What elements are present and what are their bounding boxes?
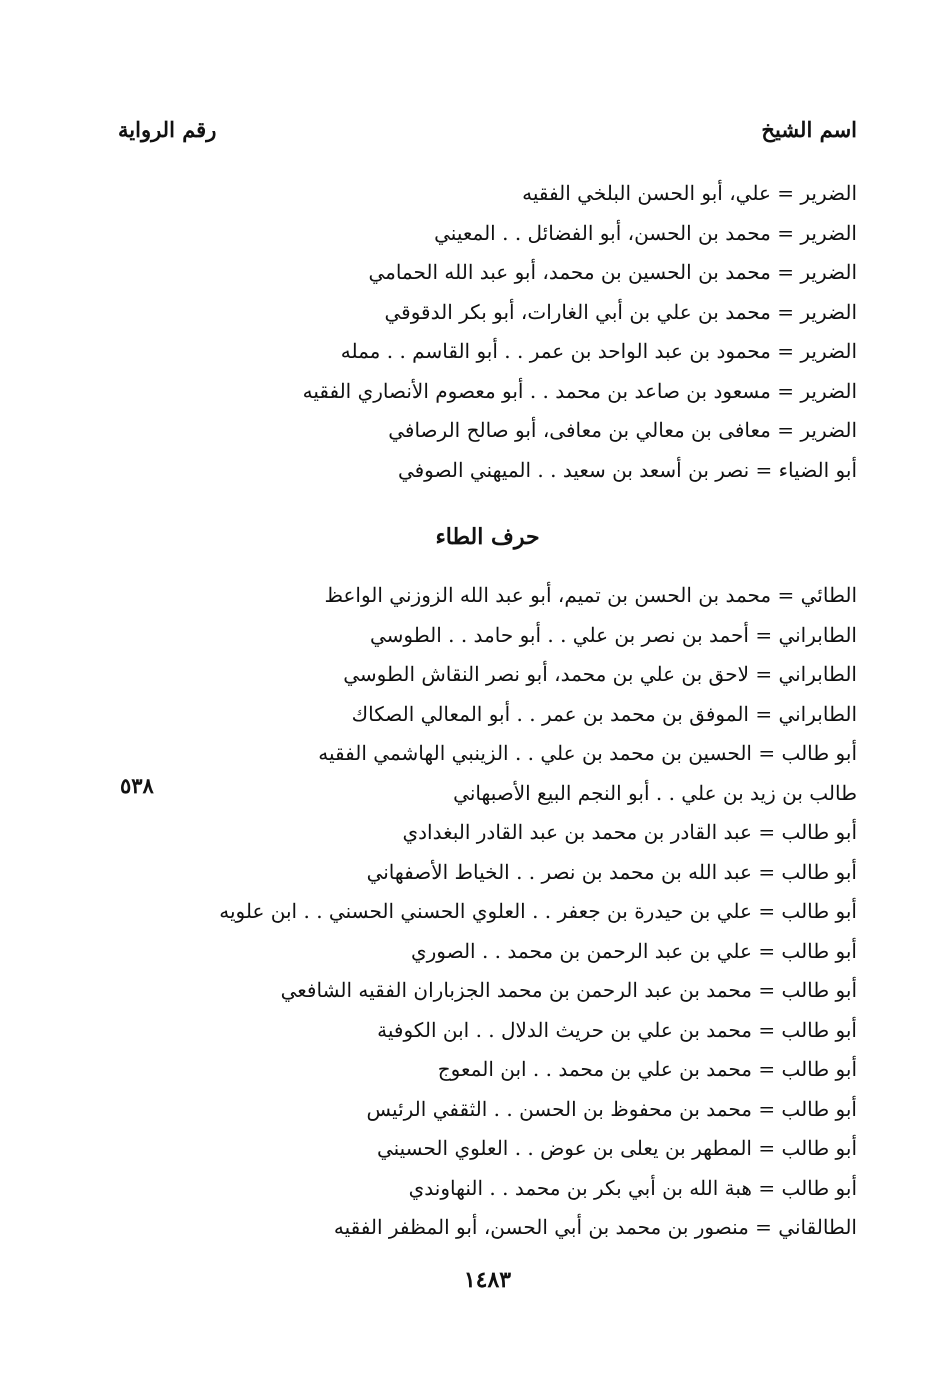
entry-line: أبو طالب = محمد بن محفوظ بن الحسن . . الثقفي الرئيس [366, 1096, 857, 1121]
entries-list-ta [219, 576, 857, 1248]
entry-line: أبو طالب = المطهر بن يعلى بن عوض . . العلوي الحسيني [376, 1136, 857, 1160]
entry-line: طالب بن زيد بن علي . . أبو النجم البيع الأصبهاني [453, 780, 857, 805]
page-number: ١٤٨٣ [463, 1267, 512, 1293]
entry-line: الضرير = محمد بن علي بن أبي الغارات، أبو بكر الدقوقي [384, 299, 857, 324]
entry-line: أبو طالب = علي بن عبد الرحمن بن محمد . . الصوري [410, 938, 857, 963]
entries-list-dad [303, 174, 857, 490]
entry-line: أبو طالب = عبد القادر بن محمد بن عبد القادر البغدادي [402, 820, 857, 844]
entry-line: الضرير = علي، أبو الحسن البلخي الفقيه [522, 181, 857, 205]
entry-line: أبو طالب = محمد بن علي بن حريث الدلال . . ابن الكوفية [377, 1017, 857, 1042]
narration-number: ٥٣٨ [120, 773, 154, 798]
entry-line: الطابراني = الموفق بن محمد بن عمر . . أبو المعالي الصكاك [351, 701, 857, 726]
entry-line: الضرير = محمود بن عبد الواحد بن عمر . . أبو القاسم . . ممله [340, 339, 857, 363]
entry-line: أبو طالب = عبد الله بن محمد بن نصر . . الخياط الأصفهاني [366, 859, 857, 884]
entry-line: أبو طالب = علي بن حيدرة بن جعفر . . العلوي الحسني الحسني . . ابن علويه [219, 899, 857, 923]
entry-line: أبو طالب = هبة الله بن أبي بكر بن محمد . . النهاوندي [408, 1175, 857, 1200]
entry-line: الطالقاني = منصور بن محمد بن أبي الحسن، أبو المظفر الفقيه [333, 1215, 857, 1239]
entry-line: أبو طالب = محمد بن علي بن محمد . . ابن المعوج [437, 1057, 857, 1081]
column-header-narration-number: رقم الرواية [118, 117, 217, 142]
entry-line: أبو طالب = الحسين بن محمد بن علي . . الزينبي الهاشمي الفقيه [318, 741, 857, 765]
entry-line: أبو طالب = محمد بن عبد الرحمن بن محمد الجزباران الفقيه الشافعي [280, 978, 857, 1002]
entry-line: الضرير = مسعود بن صاعد بن محمد . . أبو معصوم الأنصاري الفقيه [302, 378, 857, 403]
entry-line: أبو الضياء = نصر بن أسعد بن سعيد . . الميهني الصوفي [397, 457, 857, 482]
entry-line: الطابراني = أحمد بن نصر بن علي . . أبو حامد . . الطوسي [369, 622, 857, 647]
entry-line: الضرير = محمد بن الحسن، أبو الفضائل . . المعيني [434, 220, 857, 245]
column-header-sheikh-name: اسم الشيخ [761, 117, 857, 142]
entry-line: الضرير = محمد بن الحسين بن محمد، أبو عبد الله الحمامي [368, 260, 857, 284]
section-heading: حرف الطاء [435, 524, 540, 550]
entry-line: الطائي = محمد بن الحسن بن تميم، أبو عبد الله الزوزني الواعظ [324, 583, 857, 607]
entry-line: الطابراني = لاحق بن علي بن محمد، أبو نصر النقاش الطوسي [343, 662, 857, 686]
entry-line: الضرير = معافى بن معالي بن معافى، أبو صالح الرصافي [388, 418, 857, 442]
